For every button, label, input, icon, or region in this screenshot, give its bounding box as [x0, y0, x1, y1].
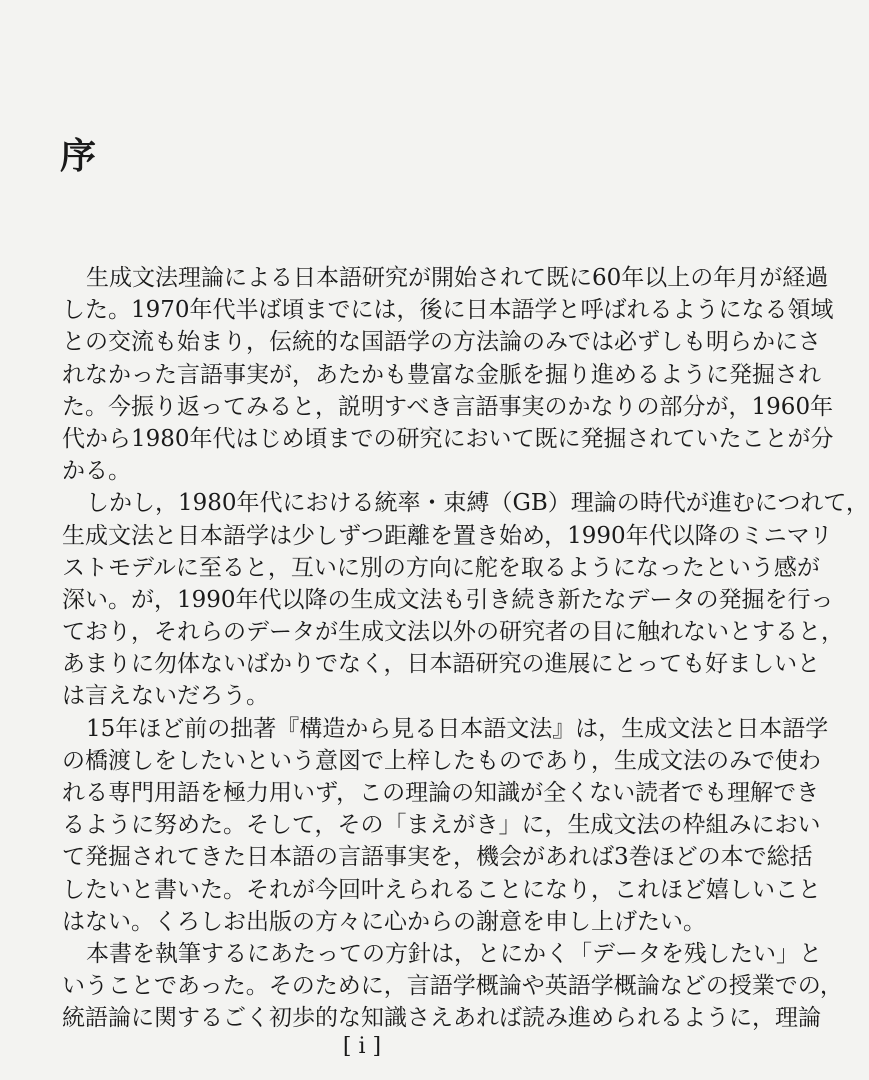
text-line: 代から1980年代はじめ頃までの研究において既に発掘されていたことが分 — [62, 425, 834, 452]
text-line: れなかった言語事実が，あたかも豊富な金脈を掘り進めるように発掘され — [62, 361, 821, 388]
text-line: れる専門用語を極力用いず，この理論の知識が全くない読者でも理解でき — [62, 780, 820, 806]
text-line: 本書を執筆するにあたっての方針は，とにかく「データを残したい」と — [86, 940, 822, 967]
text-line: 生成文法と日本語学は少しずつ距離を置き始め，1990年代以降のミニマリ — [62, 522, 833, 549]
text-line: との交流も始まり，伝統的な国語学の方法論のみでは必ずしも明らかにさ — [62, 329, 821, 356]
text-line: て発掘されてきた日本語の言語事実を，機会があれば3巻ほどの本で総括 — [62, 844, 813, 871]
text-line: しかし，1980年代における統率・束縛（GB）理論の時代が進むにつれて， — [86, 490, 869, 517]
text-line: 生成文法理論による日本語研究が開始されて既に60年以上の年月が経過 — [86, 265, 829, 291]
page-heading: 序 — [60, 135, 97, 177]
text-line: ストモデルに至ると，互いに別の方向に舵を取るようになったという感が — [62, 554, 820, 581]
text-line: した。1970年代半ば頃までには，後に日本語学と呼ばれるようになる領域 — [62, 297, 834, 324]
paragraph — [62, 487, 869, 712]
preface-body — [62, 262, 869, 1035]
text-line: かる。 — [62, 458, 131, 485]
text-line: 15年ほど前の拙著『構造から見る日本語文法』は，生成文法と日本語学 — [86, 715, 829, 742]
text-line: 深い。が，1990年代以降の生成文法も引き続き新たなデータの発掘を行っ — [62, 586, 834, 613]
page-number: [ i ] — [342, 1034, 382, 1059]
text-line: は言えないだろう。 — [62, 683, 269, 710]
text-line: ており，それらのデータが生成文法以外の研究者の目に触れないとすると， — [62, 619, 844, 646]
text-line: あまりに勿体ないばかりでなく，日本語研究の進展にとっても好ましいと — [62, 651, 821, 678]
paragraph — [62, 262, 834, 487]
text-line: したいと書いた。それが今回叶えられることになり，これほど嬉しいこと — [62, 876, 821, 903]
paragraph — [62, 713, 829, 938]
text-line: いうことであった。そのために，言語学概論や英語学概論などの授業での， — [62, 973, 843, 1000]
text-line: 統語論に関するごく初歩的な知識さえあれば読み進められるように，理論 — [62, 1005, 821, 1032]
text-line: の橋渡しをしたいという意図で上梓したものであり，生成文法のみで使わ — [62, 747, 821, 774]
text-line: るように努めた。そして，その「まえがき」に，生成文法の枠組みにおい — [62, 812, 821, 839]
text-line: はない。くろしお出版の方々に心からの謝意を申し上げたい。 — [62, 908, 706, 935]
paragraph — [62, 938, 843, 1035]
text-line: た。今振り返ってみると，説明すべき言語事実のかなりの部分が，1960年 — [62, 393, 834, 420]
